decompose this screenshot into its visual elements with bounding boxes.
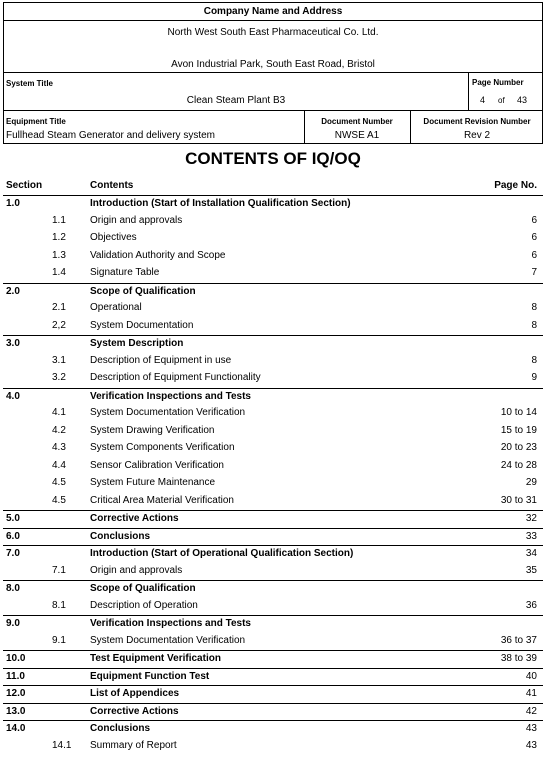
equipment-title: Fullhead Steam Generator and delivery system (6, 130, 215, 141)
section-number: 11.0 (6, 670, 25, 682)
section-row (3, 685, 543, 704)
page-number: 38 to 39 (500, 653, 537, 664)
subsection-number: 1.3 (52, 249, 66, 261)
page-number: 43 (525, 739, 537, 751)
entry-title: Verification Inspections and Tests (90, 618, 251, 629)
subsection-row (3, 738, 543, 756)
page-number: 10 to 14 (500, 407, 537, 418)
subsection-number: 3.1 (52, 354, 66, 366)
page-number: 7 (531, 267, 537, 278)
section-number: 10.0 (6, 653, 26, 664)
entry-title: Origin and approvals (90, 564, 183, 576)
page-number: 43 (525, 723, 537, 734)
section-row (3, 195, 543, 214)
page-number: 40 (525, 670, 537, 682)
document-number-label: Document Number (321, 117, 393, 126)
section-row (3, 720, 543, 739)
subsection-number: 14.1 (52, 739, 72, 751)
system-title-row (4, 73, 542, 111)
equipment-title-label: Equipment Title (6, 117, 66, 126)
subsection-number: 1.1 (52, 214, 66, 226)
company-info-row (4, 21, 542, 73)
subsection-number: 2,2 (52, 319, 66, 331)
page-number: 41 (525, 688, 537, 699)
subsection-number: 4.5 (52, 477, 66, 488)
subsection-row (3, 248, 543, 266)
entry-title: System Description (90, 338, 184, 349)
subsection-row (3, 318, 543, 336)
section-row (3, 650, 543, 669)
entry-title: Verification Inspections and Tests (90, 390, 251, 402)
subsection-number: 2.1 (52, 302, 66, 313)
subsection-row (3, 230, 543, 248)
entry-title: Operational (90, 302, 142, 313)
subsection-row (3, 493, 543, 511)
equipment-row (4, 111, 542, 143)
entry-title: Scope of Qualification (90, 583, 196, 594)
page-number: 32 (525, 513, 537, 524)
entry-title: Signature Table (90, 267, 160, 278)
section-row (3, 510, 543, 529)
page-number: 6 (531, 232, 537, 243)
system-title-label: System Title (6, 79, 53, 88)
page-number: 8 (531, 354, 537, 366)
entry-title: System Documentation Verification (90, 634, 246, 646)
entry-title: Description of Equipment in use (90, 354, 232, 366)
subsection-number: 8.1 (52, 599, 66, 611)
page-number: 8 (531, 302, 537, 313)
subsection-number: 4.5 (52, 494, 66, 506)
subsection-number: 1.4 (52, 267, 66, 278)
entry-title: Equipment Function Test (90, 670, 210, 682)
page-number: 36 (525, 599, 537, 611)
page-number: 9 (531, 372, 537, 383)
section-row (3, 545, 543, 564)
entry-title: System Components Verification (90, 442, 235, 453)
page-number: 6 (531, 214, 537, 226)
page-number: 24 to 28 (500, 459, 537, 471)
section-row (3, 580, 543, 599)
subsection-number: 3.2 (52, 372, 66, 383)
subsection-row (3, 353, 543, 371)
section-row (3, 703, 543, 722)
page-number: 15 to 19 (500, 424, 537, 436)
subsection-row (3, 458, 543, 476)
subsection-row (3, 633, 543, 651)
page-number: 8 (531, 319, 537, 331)
page-number: 34 (525, 548, 537, 559)
page-number: 36 to 37 (500, 634, 537, 646)
section-number: 13.0 (6, 705, 26, 717)
subsection-row (3, 265, 543, 283)
contents-title: CONTENTS OF IQ/OQ (185, 149, 361, 168)
entry-title: Description of Operation (90, 599, 198, 611)
page-current: 4 (480, 95, 486, 105)
entry-title: Objectives (90, 232, 137, 243)
section-number: 8.0 (6, 583, 20, 594)
column-page: Page No. (494, 180, 537, 191)
subsection-row (3, 213, 543, 231)
section-row (3, 668, 543, 687)
section-number: 6.0 (6, 530, 20, 542)
subsection-number: 1.2 (52, 232, 66, 243)
company-label-row (4, 3, 542, 21)
subsection-row (3, 370, 543, 388)
entry-title: Introduction (Start of Operational Qualification Section) (90, 548, 354, 559)
page-number: 30 to 31 (500, 494, 537, 506)
entry-title: Scope of Qualification (90, 285, 196, 297)
section-number: 3.0 (6, 338, 20, 349)
page-number: 29 (525, 477, 537, 488)
company-name: North West South East Pharmaceutical Co. Ltd. (167, 27, 379, 38)
entry-title: System Future Maintenance (90, 477, 216, 488)
subsection-number: 4.2 (52, 424, 66, 436)
entry-title: Corrective Actions (90, 705, 179, 717)
entry-title: Corrective Actions (90, 513, 179, 524)
page-number: 35 (525, 564, 537, 576)
page-of: of (498, 96, 505, 105)
subsection-number: 4.1 (52, 407, 66, 418)
entry-title: Conclusions (90, 723, 151, 734)
entry-title: Description of Equipment Functionality (90, 372, 261, 383)
entry-title: List of Appendices (90, 688, 180, 699)
subsection-number: 9.1 (52, 634, 66, 646)
entry-title: Test Equipment Verification (90, 653, 221, 664)
section-row (3, 615, 543, 634)
section-number: 9.0 (6, 618, 20, 629)
entry-title: Summary of Report (90, 739, 177, 751)
entry-title: System Documentation Verification (90, 407, 246, 418)
subsection-row (3, 423, 543, 441)
subsection-number: 4.3 (52, 442, 66, 453)
contents-table-header (3, 179, 543, 195)
subsection-number: 7.1 (52, 564, 66, 576)
subsection-row (3, 440, 543, 458)
entry-title: Origin and approvals (90, 214, 183, 226)
company-address: Avon Industrial Park, South East Road, Bristol (171, 59, 375, 70)
subsection-row (3, 563, 543, 581)
subsection-row (3, 300, 543, 318)
column-contents: Contents (90, 180, 134, 191)
section-number: 14.0 (6, 723, 26, 734)
document-number: NWSE A1 (334, 130, 380, 141)
section-number: 2.0 (6, 285, 20, 297)
section-number: 1.0 (6, 198, 20, 209)
page-number: 6 (531, 249, 537, 261)
document-revision: Rev 2 (463, 130, 491, 141)
subsection-row (3, 405, 543, 423)
section-row (3, 388, 543, 407)
entry-title: System Drawing Verification (90, 424, 215, 436)
subsection-row (3, 598, 543, 616)
page-number: 20 to 23 (500, 442, 537, 453)
column-section: Section (6, 180, 43, 191)
section-number: 12.0 (6, 688, 26, 699)
subsection-row (3, 475, 543, 493)
section-number: 4.0 (6, 390, 20, 402)
section-row (3, 283, 543, 302)
entry-title: Introduction (Start of Installation Qualification Section) (90, 198, 351, 209)
section-number: 7.0 (6, 548, 20, 559)
page-total: 43 (517, 95, 528, 105)
section-number: 5.0 (6, 513, 20, 524)
document-revision-label: Document Revision Number (423, 117, 531, 126)
entry-title: Critical Area Material Verification (90, 494, 234, 506)
document-header (3, 2, 543, 144)
section-row (3, 528, 543, 547)
entry-title: Conclusions (90, 530, 151, 542)
system-title: Clean Steam Plant B3 (186, 95, 286, 106)
company-label: Company Name and Address (203, 6, 343, 17)
page-number: 42 (525, 705, 537, 717)
subsection-number: 4.4 (52, 459, 66, 471)
section-row (3, 335, 543, 354)
entry-title: Validation Authority and Scope (90, 249, 226, 261)
page-number: 33 (525, 530, 537, 542)
entry-title: System Documentation (90, 319, 194, 331)
page-number-label: Page Number (472, 78, 524, 87)
entry-title: Sensor Calibration Verification (90, 459, 224, 471)
